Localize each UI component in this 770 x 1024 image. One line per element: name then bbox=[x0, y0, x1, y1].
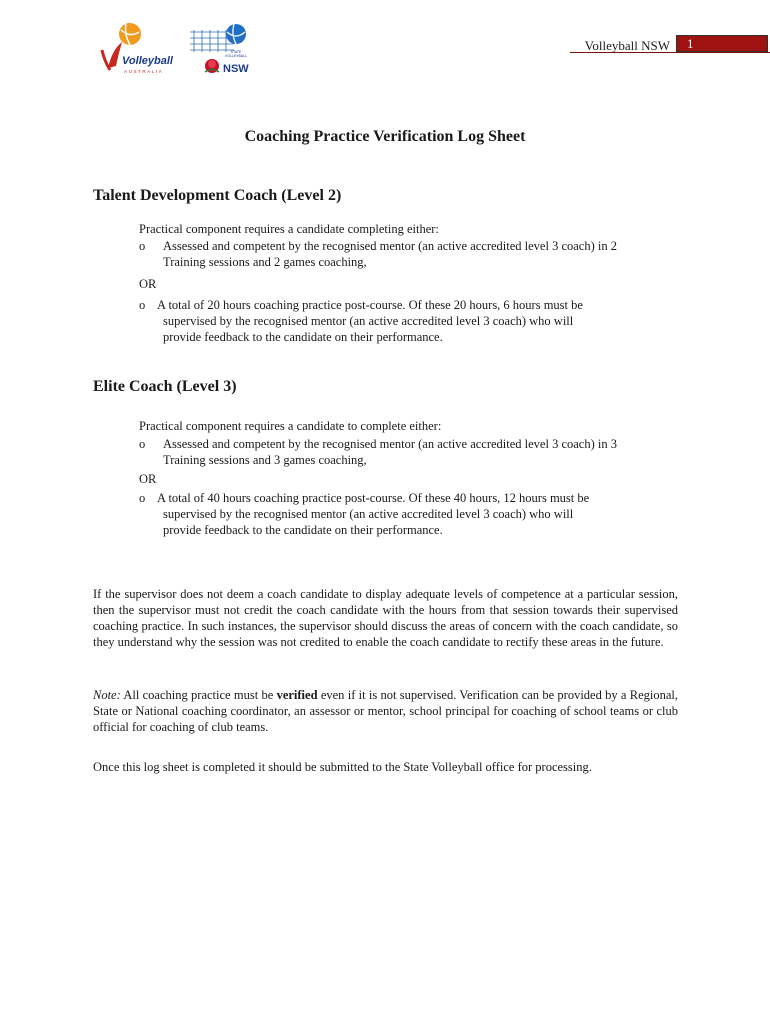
bullet-mark: o bbox=[139, 437, 146, 451]
level3-bullet-2 bbox=[139, 490, 699, 540]
svg-text:Volleyball: Volleyball bbox=[122, 55, 173, 67]
bullet-text bbox=[157, 490, 699, 538]
bullet-line: Training sessions and 3 games coaching, bbox=[163, 453, 367, 467]
level2-heading: Talent Development Coach (Level 2) bbox=[93, 187, 342, 204]
note-paragraph bbox=[93, 687, 678, 735]
svg-text:NSW: NSW bbox=[223, 63, 249, 75]
note-bold-word: verified bbox=[276, 688, 318, 702]
bullet-mark: o bbox=[139, 491, 146, 505]
header-rule bbox=[570, 52, 770, 53]
level2-bullet-2 bbox=[139, 297, 699, 347]
bullet-line: A total of 40 hours coaching practice post-course. Of these 40 hours, 12 hours must be bbox=[157, 491, 590, 505]
bullet-line: provide feedback to the candidate on their performance. bbox=[163, 523, 443, 537]
note-text-before: All coaching practice must be bbox=[120, 688, 277, 702]
svg-text:AUSTRALIA: AUSTRALIA bbox=[124, 69, 164, 74]
bullet-line: A total of 20 hours coaching practice post-course. Of these 20 hours, 6 hours must be bbox=[157, 298, 583, 312]
svg-text:VOLLEYBALL: VOLLEYBALL bbox=[224, 54, 248, 58]
bullet-line: supervised by the recognised mentor (an active accredited level 3 coach) who will bbox=[163, 507, 574, 521]
bullet-line: Assessed and competent by the recognised mentor (an active accredited level 3 coach) in 3 bbox=[163, 437, 617, 451]
note-label: Note: bbox=[93, 688, 121, 702]
bullet-text bbox=[157, 297, 699, 345]
bullet-line: Training sessions and 2 games coaching, bbox=[163, 255, 367, 269]
page-number-box bbox=[676, 35, 768, 52]
level2-bullet-1 bbox=[139, 238, 699, 272]
level3-bullet-1 bbox=[139, 436, 699, 470]
supervisor-paragraph: If the supervisor does not deem a coach candidate to display adequate levels of competence at a particular session, then the supervisor must not credit the coach candidate with the hours from that session towards their supervised coaching practice. In such instances, the supervisor should discuss the areas of concern with the coach candidate, so they understand why the session was not credited to enable the coach candidate to rectify these areas in the future. bbox=[93, 587, 678, 649]
bullet-mark: o bbox=[139, 298, 146, 312]
bullet-mark: o bbox=[139, 239, 146, 253]
level3-heading: Elite Coach (Level 3) bbox=[93, 378, 237, 395]
submit-paragraph: Once this log sheet is completed it should be submitted to the State Volleyball office for processing. bbox=[93, 760, 592, 774]
bullet-line: Assessed and competent by the recognised mentor (an active accredited level 3 coach) in 2 bbox=[163, 239, 617, 253]
level2-intro: Practical component requires a candidate completing either: bbox=[139, 222, 439, 236]
bullet-line: supervised by the recognised mentor (an active accredited level 3 coach) who will bbox=[163, 314, 574, 328]
bullet-line: provide feedback to the candidate on their performance. bbox=[163, 330, 443, 344]
document-title: Coaching Practice Verification Log Sheet bbox=[244, 128, 526, 145]
volleyball-australia-logo bbox=[96, 20, 258, 80]
level3-intro: Practical component requires a candidate to complete either: bbox=[139, 419, 442, 433]
bullet-text bbox=[163, 436, 699, 468]
header-logos bbox=[96, 20, 258, 80]
level3-or: OR bbox=[139, 472, 157, 486]
header-org-name: Volleyball NSW bbox=[584, 38, 670, 53]
svg-text:STATE: STATE bbox=[230, 50, 242, 54]
page-header bbox=[570, 35, 770, 55]
bullet-text bbox=[163, 238, 699, 270]
page-number: 1 bbox=[687, 36, 694, 51]
note-text-after: even if it is not supervised. Verification can be provided by a Regional, State or National coaching coordinator, an assessor or mentor, school principal for coaching of school teams or club official for coaching of club teams. bbox=[93, 688, 679, 734]
level2-or: OR bbox=[139, 277, 157, 291]
